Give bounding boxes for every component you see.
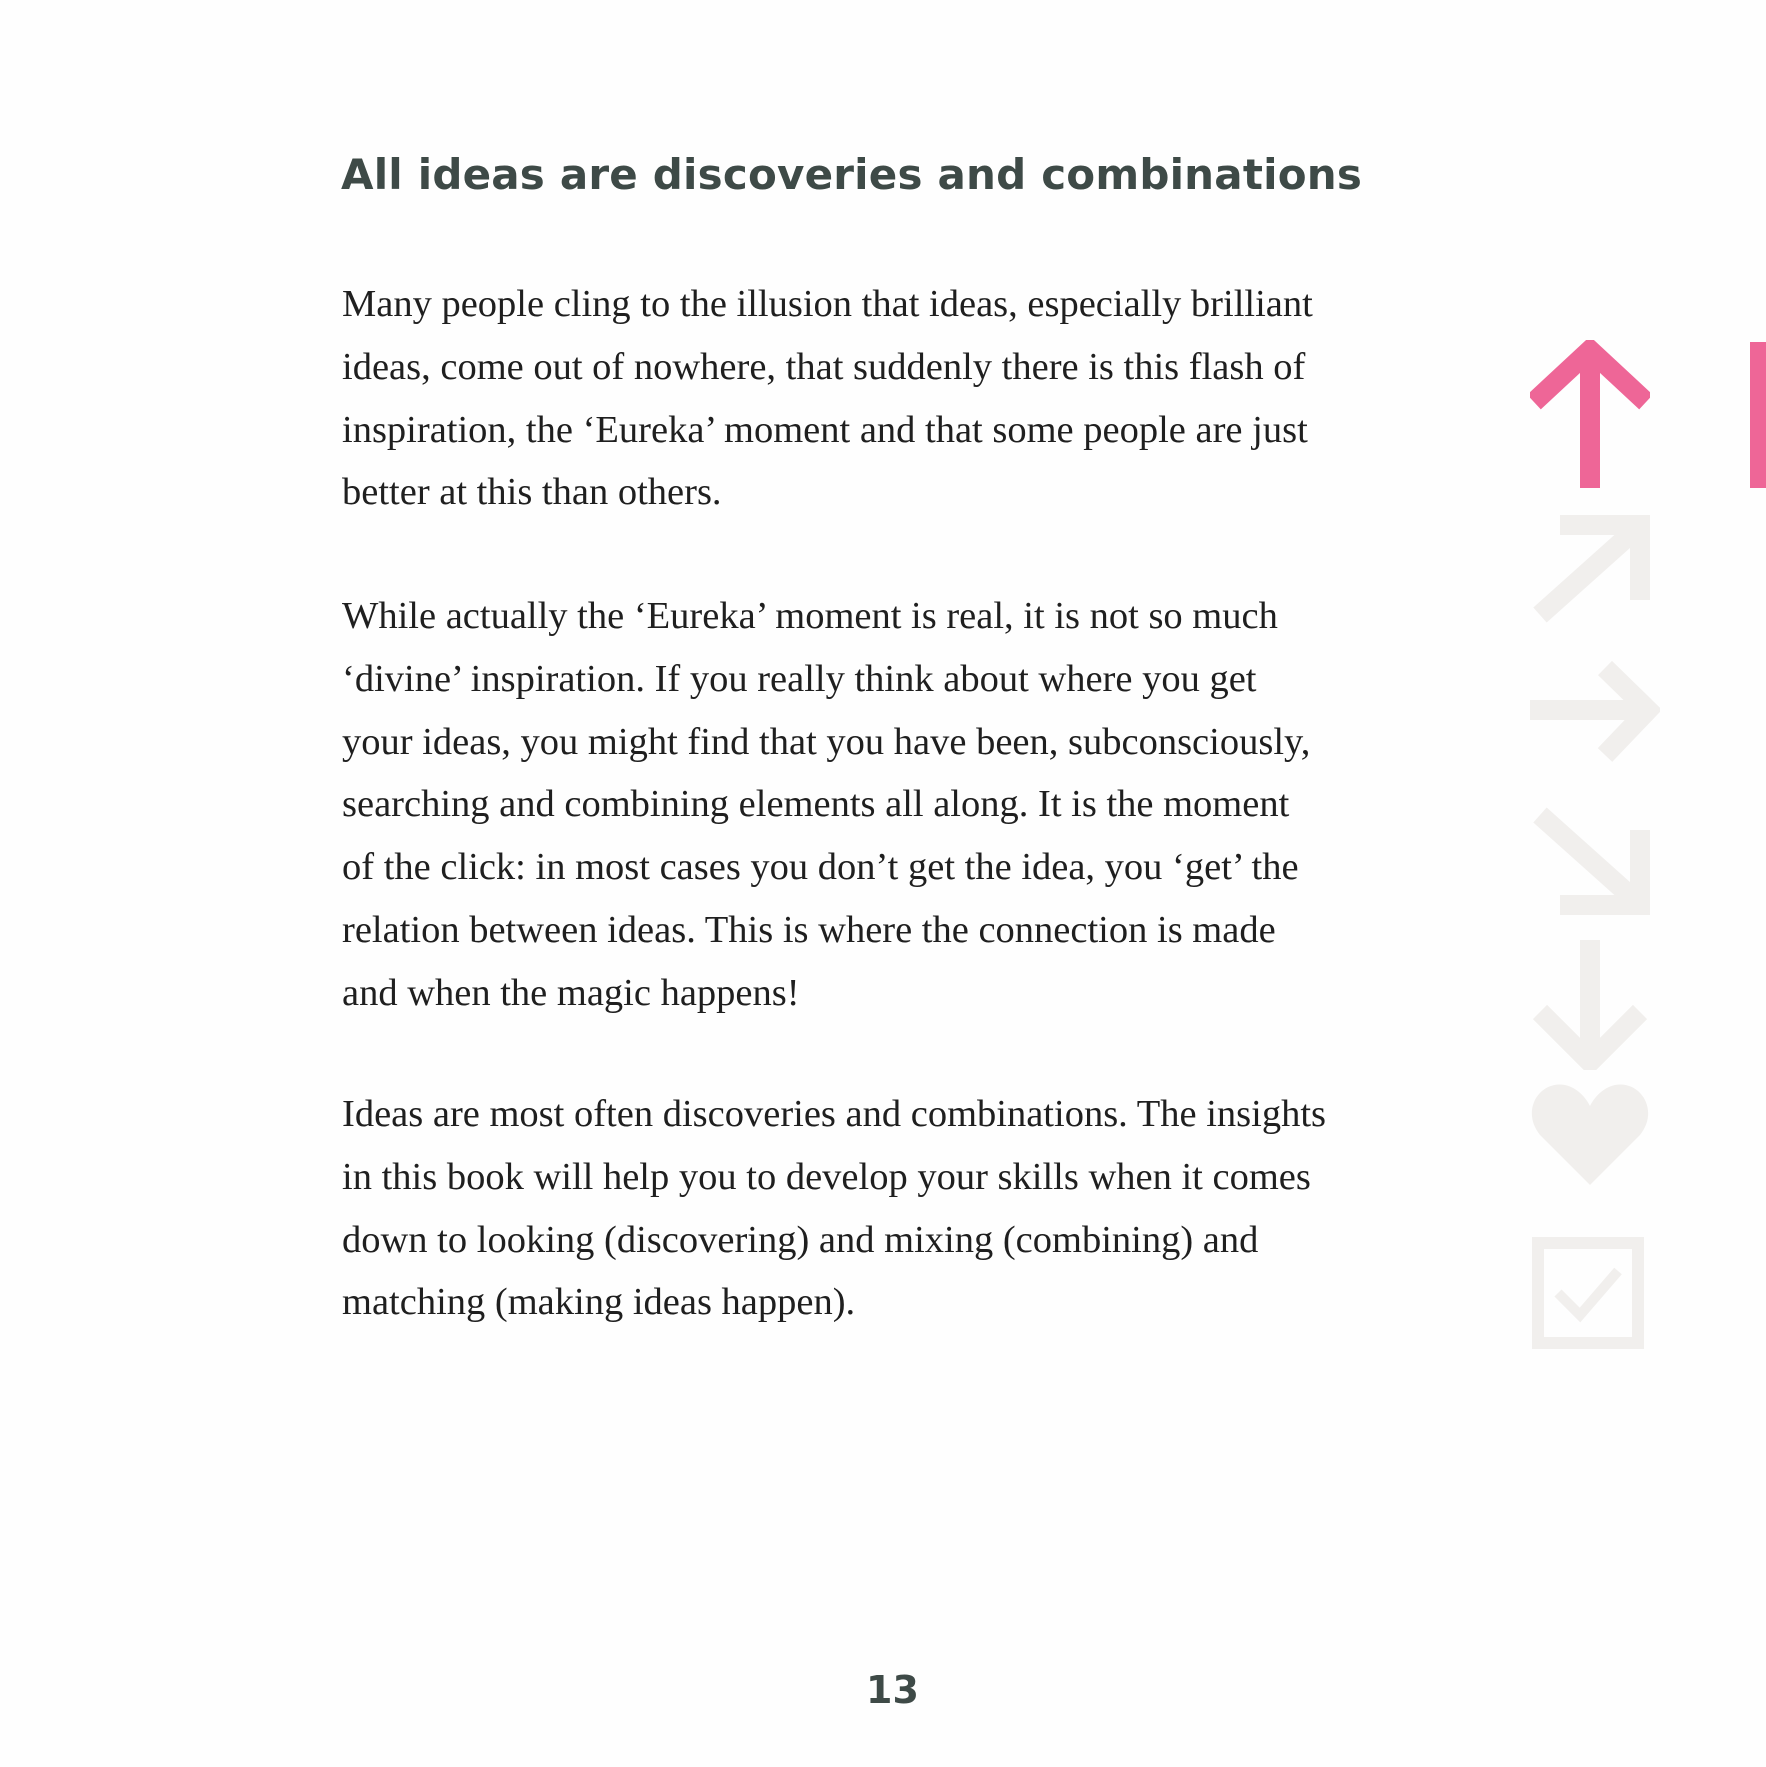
section-heading: All ideas are discoveries and combinations	[341, 150, 1363, 199]
text-line: in this book will help you to develop your skills when it comes	[342, 1155, 1311, 1198]
page-number: 13	[866, 1668, 919, 1712]
text-line: your ideas, you might find that you have been, subconsciously,	[342, 720, 1311, 763]
checkbox-icon	[1530, 1235, 1650, 1355]
text-line: ideas, come out of nowhere, that suddenly there is this flash of	[342, 345, 1306, 388]
arrow-down-icon	[1530, 940, 1650, 1070]
text-line: ‘divine’ inspiration. If you really think about where you get	[342, 657, 1257, 700]
text-line: and when the magic happens!	[342, 971, 800, 1014]
arrow-up-right-icon	[1530, 515, 1650, 625]
heart-icon	[1530, 1080, 1650, 1190]
arrow-right-icon	[1530, 660, 1660, 770]
text-line: inspiration, the ‘Eureka’ moment and that some people are just	[342, 408, 1308, 451]
arrow-up-icon	[1530, 340, 1650, 490]
arrow-down-right-icon	[1530, 805, 1650, 915]
paragraph-3	[342, 1083, 1326, 1334]
text-line: better at this than others.	[342, 471, 722, 514]
text-line: down to looking (discovering) and mixing (combining) and	[342, 1218, 1259, 1261]
text-line: Many people cling to the illusion that ideas, especially brilliant	[342, 283, 1313, 325]
chapter-tab-marker	[1750, 342, 1766, 488]
text-line: of the click: in most cases you don’t get the idea, you ‘get’ the	[342, 846, 1299, 889]
text-line: Ideas are most often discoveries and combinations. The insights	[342, 1093, 1327, 1135]
text-line: relation between ideas. This is where the connection is made	[342, 908, 1276, 951]
paragraph-1	[342, 273, 1313, 524]
text-line: searching and combining elements all along. It is the moment	[342, 783, 1290, 826]
paragraph-2	[342, 585, 1310, 1025]
text-line: matching (making ideas happen).	[342, 1281, 856, 1324]
text-line: While actually the ‘Eureka’ moment is real, it is not so much	[342, 595, 1278, 637]
